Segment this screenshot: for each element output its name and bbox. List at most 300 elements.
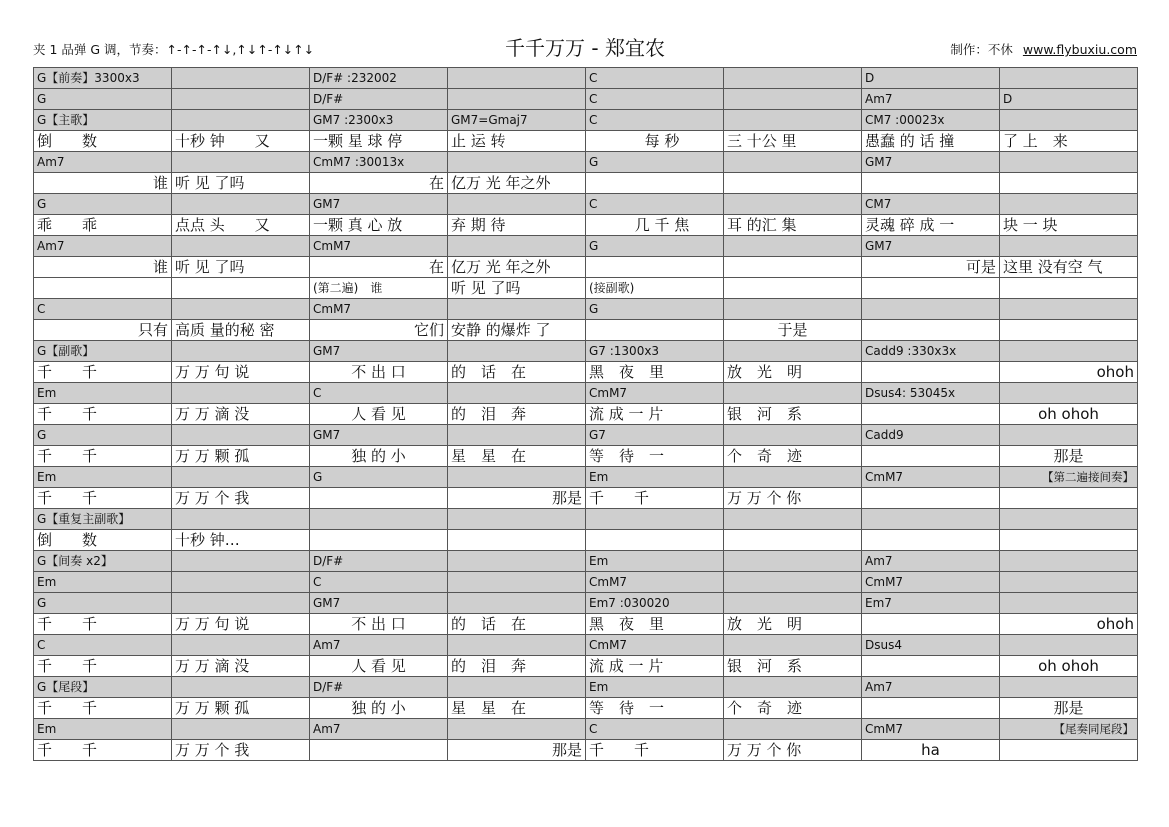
lyric-cell: ha [862,740,1000,761]
lyric-cell [724,530,862,551]
chord-cell: Dsus4 [862,635,1000,656]
chord-row [34,299,1138,320]
lyric-cell: 万 万 颗 孤 [172,446,310,467]
chord-cell: Cadd9 :330x3x [862,341,1000,362]
chord-row [34,635,1138,656]
lyric-cell: 高质 量的秘 密 [172,320,310,341]
chord-row [34,719,1138,740]
chord-cell: Am7 [862,89,1000,110]
chord-cell: C [310,572,448,593]
chord-cell: GM7 :2300x3 [310,110,448,131]
chord-cell: G【主歌】 [34,110,172,131]
chord-cell: GM7 [310,194,448,215]
lyric-cell: 千 千 [34,698,172,719]
chord-cell [724,467,862,488]
lyric-cell: 亿万 光 年之外 [448,173,586,194]
lyric-cell: 三 十公 里 [724,131,862,152]
chord-cell: G [586,152,724,173]
lyric-cell [310,488,448,509]
chord-cell: CM7 :00023x [862,110,1000,131]
chord-cell: Em7 :030020 [586,593,724,614]
chord-cell [448,677,586,698]
chord-cell: Em [34,383,172,404]
chord-row [34,425,1138,446]
lyric-cell [1000,173,1138,194]
lyric-cell: 万 万 个 我 [172,488,310,509]
chord-cell: CM7 [862,194,1000,215]
chord-cell [724,236,862,257]
chord-cell [1000,383,1138,404]
credit-text: 制作：不休 [950,42,1013,57]
credit-block [950,40,1137,58]
chord-cell: GM7 [862,236,1000,257]
chord-cell [448,572,586,593]
lyric-row [34,320,1138,341]
lyric-cell: 十秒 钟… [172,530,310,551]
chord-cell [448,551,586,572]
chord-row [34,110,1138,131]
chord-cell [172,89,310,110]
lyric-row [34,488,1138,509]
lyric-row [34,446,1138,467]
chord-cell: CmM7 [586,635,724,656]
lyric-cell [586,257,724,278]
lyric-row [34,131,1138,152]
lyric-row [34,740,1138,761]
chord-cell [172,467,310,488]
lyric-cell: 流 成 一 片 [586,656,724,677]
lyric-cell: 乖 乖 [34,215,172,236]
lyric-cell: ohoh [1000,614,1138,635]
chord-cell: G [34,425,172,446]
chord-cell [1000,110,1138,131]
chord-cell: Em [586,551,724,572]
chord-cell [172,593,310,614]
lyric-cell: 千 千 [34,362,172,383]
lyric-row [34,404,1138,425]
lyric-cell [724,173,862,194]
chord-cell: CmM7 [586,383,724,404]
chord-cell: C [586,89,724,110]
lyric-cell: 每 秒 [586,131,724,152]
lyric-cell: 谁 [34,257,172,278]
lyric-cell: 它们 [310,320,448,341]
chord-row [34,383,1138,404]
chord-cell [1000,152,1138,173]
lyric-cell: 个 奇 迹 [724,698,862,719]
chord-cell [448,635,586,656]
lyric-cell [34,278,172,299]
lyric-cell: 灵魂 碎 成 一 [862,215,1000,236]
lyric-cell: 人 看 见 [310,404,448,425]
chord-cell: GM7 [310,425,448,446]
chord-cell [724,509,862,530]
lyric-cell: 千 千 [586,740,724,761]
lyric-cell [862,404,1000,425]
chord-cell: Am7 [34,236,172,257]
lyric-cell: 不 出 口 [310,614,448,635]
chord-row [34,572,1138,593]
lyric-cell: 不 出 口 [310,362,448,383]
chord-cell: G [586,299,724,320]
lyric-cell: 亿万 光 年之外 [448,257,586,278]
chord-cell: Am7 [862,677,1000,698]
chord-cell: GM7=Gmaj7 [448,110,586,131]
chord-row [34,677,1138,698]
lyric-cell [310,530,448,551]
chord-cell [448,425,586,446]
chord-cell [172,719,310,740]
chord-cell [724,719,862,740]
lyric-cell [586,320,724,341]
chord-row [34,551,1138,572]
lyric-cell: 放 光 明 [724,362,862,383]
chord-cell [448,467,586,488]
lyric-cell: 倒 数 [34,131,172,152]
chord-cell: D [862,68,1000,89]
chord-cell: 【第二遍接间奏】 [1000,467,1138,488]
lyric-cell: 黑 夜 里 [586,614,724,635]
lyric-cell [310,740,448,761]
chord-cell: CmM7 [586,572,724,593]
chord-cell: C [34,299,172,320]
chord-row [34,152,1138,173]
chord-cell: G [34,89,172,110]
chord-cell [448,383,586,404]
lyric-cell: 点点 头 又 [172,215,310,236]
lyric-row [34,698,1138,719]
chord-row [34,509,1138,530]
lyric-cell [1000,740,1138,761]
lyric-cell: 人 看 见 [310,656,448,677]
chord-cell: G【间奏 x2】 [34,551,172,572]
chord-cell [172,299,310,320]
lyric-cell: 可是 [862,257,1000,278]
lyric-cell [862,656,1000,677]
chord-cell [172,509,310,530]
chord-cell [172,341,310,362]
chord-cell [172,236,310,257]
lyric-cell: 在 [310,257,448,278]
chord-cell: C [310,383,448,404]
chord-row [34,68,1138,89]
lyric-cell: 那是 [448,488,586,509]
chord-cell: G【重复主副歌】 [34,509,172,530]
lyric-cell: 那是 [1000,698,1138,719]
lyric-cell: 一颗 星 球 停 [310,131,448,152]
chord-row [34,89,1138,110]
chord-cell: D [1000,89,1138,110]
lyric-cell: 谁 [34,173,172,194]
lyric-cell: 千 千 [34,740,172,761]
lyric-cell [862,446,1000,467]
chord-row [34,593,1138,614]
lyric-cell: 听 见 了吗 [172,257,310,278]
chord-cell [1000,509,1138,530]
lyric-cell [862,614,1000,635]
lyric-cell: 听 见 了吗 [172,173,310,194]
chord-cell [724,572,862,593]
chord-cell: G【尾段】 [34,677,172,698]
lyric-cell: 于是 [724,320,862,341]
lyric-cell: 倒 数 [34,530,172,551]
chord-cell: Em [34,572,172,593]
chord-cell: C [586,110,724,131]
chord-cell: C [586,719,724,740]
lyric-cell [862,173,1000,194]
chord-cell: Cadd9 [862,425,1000,446]
chord-row [34,341,1138,362]
chord-cell [310,509,448,530]
chord-cell [724,89,862,110]
chord-cell [448,593,586,614]
lyric-cell: 安静 的爆炸 了 [448,320,586,341]
chord-cell [172,677,310,698]
lyric-cell: 星 星 在 [448,698,586,719]
chord-cell: Am7 [34,152,172,173]
chord-cell [448,341,586,362]
lyric-row [34,173,1138,194]
chord-cell: GM7 [862,152,1000,173]
chord-cell [172,425,310,446]
lyric-cell [862,362,1000,383]
chord-cell: GM7 [310,593,448,614]
chord-row [34,236,1138,257]
chord-cell: CmM7 :30013x [310,152,448,173]
lyric-cell: 个 奇 迹 [724,446,862,467]
chord-cell: CmM7 [862,719,1000,740]
lyric-cell: 万 万 个 我 [172,740,310,761]
lyric-cell: 千 千 [34,404,172,425]
lyric-cell: 放 光 明 [724,614,862,635]
lyric-cell: (第二遍) 谁 [310,278,448,299]
chord-cell [172,152,310,173]
chord-cell [448,299,586,320]
lyric-cell [1000,530,1138,551]
lyric-row [34,530,1138,551]
chord-cell: Em [586,467,724,488]
lyric-cell: 千 千 [34,614,172,635]
lyric-cell: 万 万 滴 没 [172,404,310,425]
lyric-cell: 只有 [34,320,172,341]
chord-cell [724,68,862,89]
chord-cell [724,551,862,572]
lyric-cell [862,530,1000,551]
lyric-cell: 那是 [448,740,586,761]
chord-cell [448,89,586,110]
lyric-cell: 万 万 句 说 [172,614,310,635]
lyric-cell [1000,488,1138,509]
chord-cell [724,110,862,131]
chord-cell [586,509,724,530]
lyric-cell: 那是 [1000,446,1138,467]
chord-sheet-table [33,67,1138,761]
chord-cell [448,152,586,173]
chord-cell [724,383,862,404]
chord-cell: D/F# :232002 [310,68,448,89]
chord-cell [724,341,862,362]
lyric-cell: ohoh [1000,362,1138,383]
lyric-cell [724,257,862,278]
chord-cell: G [310,467,448,488]
lyric-cell [862,320,1000,341]
chord-cell: 【尾奏同尾段】 [1000,719,1138,740]
chord-cell: CmM7 [862,572,1000,593]
lyric-cell [448,530,586,551]
lyric-cell: 流 成 一 片 [586,404,724,425]
lyric-cell: 独 的 小 [310,446,448,467]
chord-row [34,194,1138,215]
lyric-cell: 黑 夜 里 [586,362,724,383]
chord-cell: G【前奏】3300x3 [34,68,172,89]
chord-cell [172,383,310,404]
lyric-cell: oh ohoh [1000,404,1138,425]
chord-cell [1000,194,1138,215]
chord-cell: Em [586,677,724,698]
chord-cell [1000,677,1138,698]
chord-cell: Am7 [310,719,448,740]
chord-cell: G7 [586,425,724,446]
chord-cell [172,551,310,572]
chord-cell [724,425,862,446]
lyric-cell: 等 待 一 [586,446,724,467]
lyric-cell: 块 一 块 [1000,215,1138,236]
chord-cell: Em7 [862,593,1000,614]
lyric-cell [1000,278,1138,299]
lyric-cell [586,173,724,194]
lyric-cell: (接副歌) [586,278,724,299]
chord-cell: GM7 [310,341,448,362]
chord-cell: D/F# [310,89,448,110]
lyric-row [34,614,1138,635]
lyric-cell: 银 河 系 [724,656,862,677]
chord-cell [448,194,586,215]
chord-cell [1000,425,1138,446]
lyric-cell: 在 [310,173,448,194]
chord-cell: CmM7 [310,236,448,257]
chord-cell [862,299,1000,320]
chord-cell: Em [34,719,172,740]
chord-cell [862,509,1000,530]
chord-cell: C [34,635,172,656]
lyric-cell [1000,320,1138,341]
lyric-cell: 十秒 钟 又 [172,131,310,152]
chord-cell [1000,236,1138,257]
chord-cell [724,677,862,698]
lyric-cell: 弃 期 待 [448,215,586,236]
lyric-cell: 独 的 小 [310,698,448,719]
chord-cell [1000,299,1138,320]
chord-cell: G [34,593,172,614]
chord-cell: G7 :1300x3 [586,341,724,362]
lyric-cell: 万 万 个 你 [724,488,862,509]
lyric-cell [172,278,310,299]
lyric-cell: 一颗 真 心 放 [310,215,448,236]
chord-cell: C [586,194,724,215]
lyric-cell: 万 万 滴 没 [172,656,310,677]
chord-cell [724,194,862,215]
chord-cell [1000,635,1138,656]
lyric-cell: 的 泪 奔 [448,404,586,425]
lyric-cell: 万 万 个 你 [724,740,862,761]
chord-cell [1000,551,1138,572]
chord-cell: D/F# [310,551,448,572]
chord-cell [448,236,586,257]
lyric-cell: 万 万 句 说 [172,362,310,383]
lyric-cell: 止 运 转 [448,131,586,152]
lyric-row [34,656,1138,677]
chord-cell: CmM7 [862,467,1000,488]
chord-cell [172,635,310,656]
lyric-cell: 星 星 在 [448,446,586,467]
lyric-row [34,215,1138,236]
lyric-row [34,278,1138,299]
lyric-cell: 千 千 [34,488,172,509]
chord-cell [724,593,862,614]
chord-cell [1000,593,1138,614]
song-title: 千千万万 - 郑宜农 [505,36,665,60]
site-link[interactable]: www.flybuxiu.com [1022,42,1137,57]
chord-cell: G【副歌】 [34,341,172,362]
chord-cell [172,68,310,89]
lyric-cell: 几 千 焦 [586,215,724,236]
lyric-cell [724,278,862,299]
chord-cell [172,194,310,215]
chord-cell: G [34,194,172,215]
chord-cell [724,152,862,173]
chord-cell: Am7 [862,551,1000,572]
chord-row [34,467,1138,488]
chord-cell [448,509,586,530]
chord-cell: Dsus4: 53045x [862,383,1000,404]
chord-cell [448,719,586,740]
lyric-cell: 耳 的汇 集 [724,215,862,236]
lyric-cell: 的 泪 奔 [448,656,586,677]
lyric-cell: 等 待 一 [586,698,724,719]
lyric-cell: 愚蠢 的 话 撞 [862,131,1000,152]
lyric-cell: 听 见 了吗 [448,278,586,299]
chord-cell: D/F# [310,677,448,698]
chord-cell [1000,68,1138,89]
lyric-cell: oh ohoh [1000,656,1138,677]
chord-cell: Am7 [310,635,448,656]
lyric-cell [586,530,724,551]
chord-cell [724,635,862,656]
chord-cell [1000,341,1138,362]
chord-cell [448,68,586,89]
lyric-cell [862,488,1000,509]
lyric-cell: 了 上 来 [1000,131,1138,152]
chord-cell: CmM7 [310,299,448,320]
lyric-cell: 万 万 颗 孤 [172,698,310,719]
lyric-cell [862,278,1000,299]
chord-cell [724,299,862,320]
sheet-header [33,28,1137,62]
lyric-cell [862,698,1000,719]
chord-cell: C [586,68,724,89]
lyric-row [34,257,1138,278]
lyric-cell: 千 千 [34,656,172,677]
lyric-cell: 这里 没有空 气 [1000,257,1138,278]
lyric-cell: 的 话 在 [448,362,586,383]
lyric-cell: 千 千 [586,488,724,509]
chord-cell [1000,572,1138,593]
lyric-cell: 的 话 在 [448,614,586,635]
lyric-cell: 千 千 [34,446,172,467]
chord-cell [172,572,310,593]
capo-rhythm-info: 夹 1 品弹 G 调，节奏：↑-↑-↑-↑↓,↑↓↑-↑↓↑↓ [33,42,315,57]
lyric-cell: 银 河 系 [724,404,862,425]
